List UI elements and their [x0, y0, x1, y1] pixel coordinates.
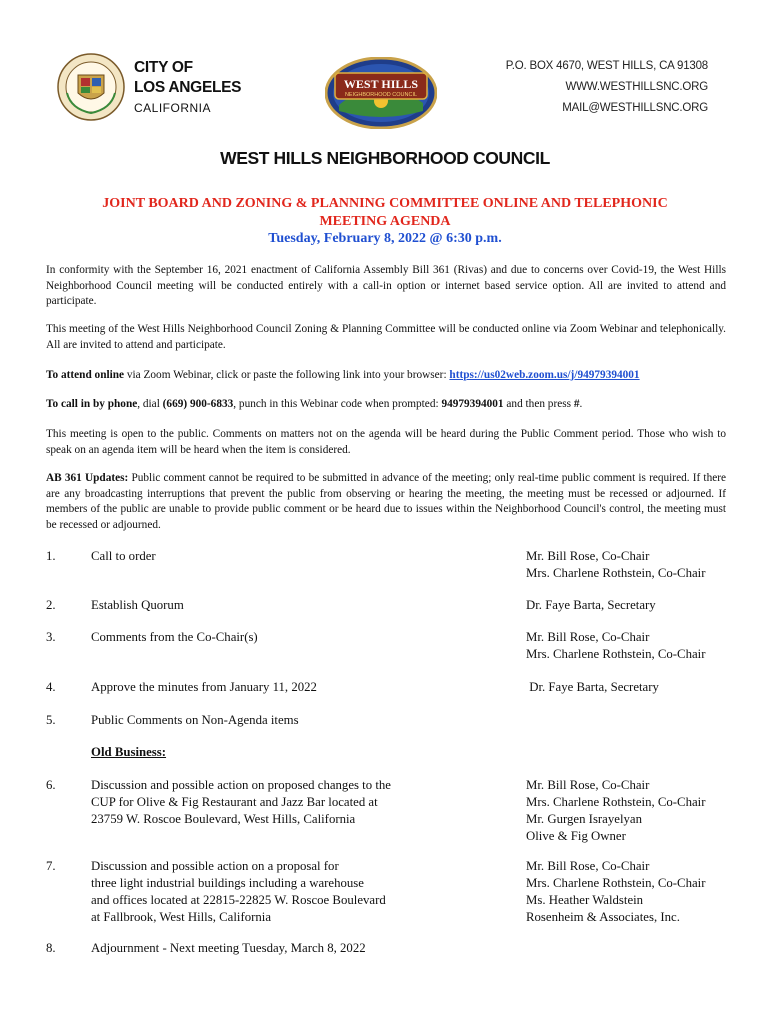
item-number: 1.: [46, 549, 56, 563]
address: P.O. BOX 4670, WEST HILLS, CA 91308: [505, 60, 708, 72]
call-text-1: , dial: [137, 398, 163, 410]
letterhead: [0, 0, 770, 140]
item-text: Comments from the Co-Chair(s): [91, 630, 258, 644]
item-text: Call to order: [91, 549, 156, 563]
ab361-label: AB 361 Updates:: [46, 472, 129, 484]
logo-text-1: WEST HILLS: [343, 77, 419, 91]
agenda-date: Tuesday, February 8, 2022 @ 6:30 p.m.: [268, 231, 502, 246]
agenda-title: [60, 195, 710, 231]
item-number: 6.: [46, 778, 56, 792]
item-presenter: Mr. Bill Rose, Co-Chair Mrs. Charlene Rothstein, Co-Chair: [526, 630, 706, 661]
logo-text-2: NEIGHBORHOOD COUNCIL: [344, 92, 418, 98]
item-text: Discussion and possible action on a proposal for three light industrial buildings including a warehouse and offices located at 22815-22825 W. Roscoe Boulevard at Fallbrook, West Hills, California: [91, 859, 386, 924]
item-presenter: Mr. Bill Rose, Co-Chair Mrs. Charlene Rothstein, Co-Chair Mr. Gurgen Israyelyan Olive & Fig Owner: [526, 778, 706, 843]
conformity-paragraph: In conformity with the September 16, 2021 enactment of California Assembly Bill 361 (Rivas) and due to concerns over Covid-19, the West Hills Neighborhood Council meeting will be conducted entirely with a call-in option or internet based service option. All are invited to attend and participate.: [46, 264, 726, 307]
website-link[interactable]: WWW.WESTHILLSNC.ORG: [565, 81, 708, 93]
public-open-paragraph: This meeting is open to the public. Comments on matters not on the agenda will be heard during the Public Comment period. Those who wish to speak on an agenda item will be heard when the item is considered.: [46, 428, 726, 456]
item-number: 3.: [46, 630, 56, 644]
item-text: Public Comments on Non-Agenda items: [91, 713, 299, 727]
agenda-title-line1: JOINT BOARD AND ZONING & PLANNING COMMITTEE ONLINE AND TELEPHONIC: [102, 196, 668, 211]
call-key: #: [573, 398, 580, 410]
call-code: 94979394001: [441, 398, 504, 410]
item-presenter: Dr. Faye Barta, Secretary: [526, 598, 656, 612]
item-presenter: Mr. Bill Rose, Co-Chair Mrs. Charlene Rothstein, Co-Chair: [526, 549, 706, 580]
call-in-paragraph: [46, 397, 726, 413]
ab361-paragraph: [46, 471, 726, 533]
city-line2: LOS ANGELES: [134, 79, 242, 96]
attend-online-paragraph: [46, 368, 726, 384]
item-number: 8.: [46, 941, 56, 955]
city-line1: CITY OF: [134, 59, 193, 76]
email-link[interactable]: MAIL@WESTHILLSNC.ORG: [562, 102, 708, 114]
item-presenter: Mr. Bill Rose, Co-Chair Mrs. Charlene Rothstein, Co-Chair Ms. Heather Waldstein Rosenheim & Associates, Inc.: [526, 859, 706, 924]
attend-label: To attend online: [46, 369, 125, 381]
item-number: 7.: [46, 859, 56, 873]
old-business-heading: Old Business:: [91, 745, 167, 759]
city-name: [134, 58, 241, 118]
contact-block: [506, 56, 708, 119]
item-number: 5.: [46, 713, 56, 727]
item-text: Approve the minutes from January 11, 2022: [91, 680, 317, 694]
west-hills-logo-icon: [325, 57, 437, 129]
agenda-title-line2: MEETING AGENDA: [319, 214, 451, 229]
item-number: 4.: [46, 680, 56, 694]
zoom-link[interactable]: https://us02web.zoom.us/j/94979394001: [449, 369, 640, 381]
attend-text: via Zoom Webinar, click or paste the following link into your browser:: [124, 369, 450, 381]
city-seal-icon: [57, 53, 125, 121]
council-title: WEST HILLS NEIGHBORHOOD COUNCIL: [220, 148, 550, 168]
item-text: Adjournment - Next meeting Tuesday, March 8, 2022: [91, 941, 366, 955]
call-text-3: and then press: [503, 398, 574, 410]
item-text: Discussion and possible action on proposed changes to the CUP for Olive & Fig Restaurant and Jazz Bar located at 23759 W. Roscoe Boulevard, West Hills, California: [91, 778, 391, 826]
item-presenter: Dr. Faye Barta, Secretary: [526, 680, 659, 694]
call-text-2: , punch in this Webinar code when prompted:: [233, 398, 442, 410]
call-end: .: [579, 398, 583, 410]
call-phone: (669) 900-6833: [162, 398, 234, 410]
call-label: To call in by phone: [46, 398, 138, 410]
item-text: Establish Quorum: [91, 598, 184, 612]
item-number: 2.: [46, 598, 56, 612]
ab361-text: Public comment cannot be required to be submitted in advance of the meeting; only real-time public comment is required. If there are any broadcasting interruptions that prevent the public from observing or hearing the meeting, the meeting must be recessed or adjourned. If members of the public are unable to provide public comment or be heard due to issues within the Neighborhood Council's control, the meeting must be recessed or adjourned.: [46, 472, 727, 531]
city-line3: CALIFORNIA: [134, 101, 212, 115]
zoom-intro-paragraph: This meeting of the West Hills Neighborhood Council Zoning & Planning Committee will be conducted online via Zoom Webinar and telephonically. All are invited to attend and participate.: [46, 323, 726, 351]
